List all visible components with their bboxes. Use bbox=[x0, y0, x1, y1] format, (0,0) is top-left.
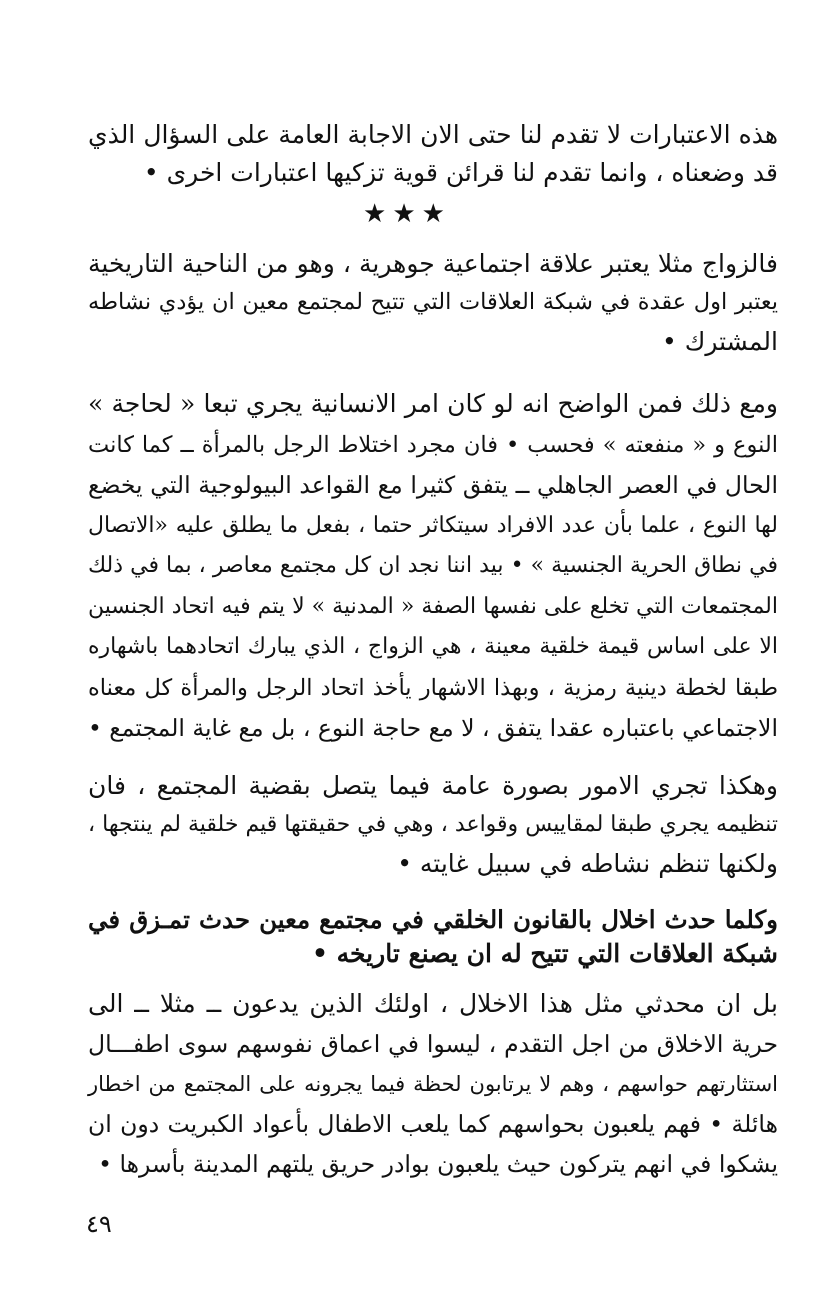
paragraph-4 bbox=[88, 766, 778, 883]
text-line: الا على اساس قيمة خلقية معينة ، هي الزواج ، الذي يبارك اتحادهما باشهاره bbox=[88, 634, 778, 659]
text-line: طبقا لخطة دينية رمزية ، وبهذا الاشهار يأخذ اتحاد الرجل والمرأة كل معناه bbox=[88, 674, 778, 701]
paragraph-5-emphasis bbox=[88, 903, 778, 971]
text-line: ولكنها تنظم نشاطه في سبيل غايته • bbox=[397, 849, 778, 878]
text-line: يشكوا في انهم يتركون حيث يلعبون بوادر حريق يلتهم المدينة بأسرها • bbox=[98, 1150, 778, 1178]
text-line: وكلما حدث اخلال بالقانون الخلقي في مجتمع معين حدث تمـزق في bbox=[88, 905, 778, 934]
page-number: ٤٩ bbox=[86, 1210, 112, 1238]
text-line: هذه الاعتبارات لا تقدم لنا حتى الان الاجابة العامة على السؤال الذي bbox=[88, 120, 778, 149]
text-line: وهكذا تجري الامور بصورة عامة فيما يتصل بقضية المجتمع ، فان bbox=[88, 771, 778, 800]
text-line: المشترك • bbox=[662, 327, 778, 356]
section-separator: ★★★ bbox=[363, 199, 451, 229]
text-line: استثارتهم حواسهم ، وهم لا يرتابون لحظة فيما يجرونه على المجتمع من اخطار bbox=[88, 1072, 778, 1096]
text-line: شبكة العلاقات التي تتيح له ان يصنع تاريخه • bbox=[311, 939, 778, 968]
text-line: فالزواج مثلا يعتبر علاقة اجتماعية جوهرية ، وهو من الناحية التاريخية bbox=[88, 249, 778, 278]
text-line: حرية الاخلاق من اجل التقدم ، ليسوا في اعماق نفوسهم سوى اطفـــال bbox=[88, 1030, 778, 1058]
paragraph-3 bbox=[88, 384, 778, 749]
text-line: الاجتماعي باعتباره عقدا يتفق ، لا مع حاجة النوع ، بل مع غاية المجتمع • bbox=[87, 714, 778, 742]
text-line: هائلة • فهم يلعبون بحواسهم كما يلعب الاطفال بأعواد الكبريت دون ان bbox=[88, 1110, 778, 1138]
text-line: قد وضعناه ، وانما تقدم لنا قرائن قوية تزكيها اعتبارات اخرى • bbox=[143, 158, 778, 187]
text-line: النوع و « منفعته » فحسب • فان مجرد اختلاط الرجل بالمرأة ــ كما كانت bbox=[88, 431, 778, 458]
text-line: المجتمعات التي تخلع على نفسها الصفة « المدنية » لا يتم فيه اتحاد الجنسين bbox=[88, 593, 778, 619]
text-line: تنظيمه يجري طبقا لمقاييس وقواعد ، وهي في حقيقتها قيم خلقية لم ينتجها ، bbox=[88, 812, 778, 837]
text-line: لها النوع ، علما بأن عدد الافراد سيتكاثر حتما ، بفعل ما يطلق عليه «الاتصال bbox=[88, 512, 778, 538]
text-line: يعتبر اول عقدة في شبكة العلاقات التي تتيح لمجتمع معين ان يؤدي نشاطه bbox=[88, 289, 778, 315]
paragraph-2 bbox=[88, 244, 778, 361]
text-line: في نطاق الحرية الجنسية » • بيد اننا نجد ان كل مجتمع معاصر ، بما في ذلك bbox=[88, 553, 778, 578]
text-line: الحال في العصر الجاهلي ــ يتفق كثيرا مع القواعد البيولوجية التي يخضع bbox=[88, 471, 778, 499]
paragraph-1 bbox=[88, 116, 778, 192]
paragraph-6 bbox=[88, 984, 778, 1184]
text-line: بل ان محدثي مثل هذا الاخلال ، اولئك الذين يدعون ــ مثلا ــ الى bbox=[88, 989, 778, 1018]
text-line: ومع ذلك فمن الواضح انه لو كان امر الانسانية يجري تبعا « لحاجة » bbox=[88, 389, 778, 418]
